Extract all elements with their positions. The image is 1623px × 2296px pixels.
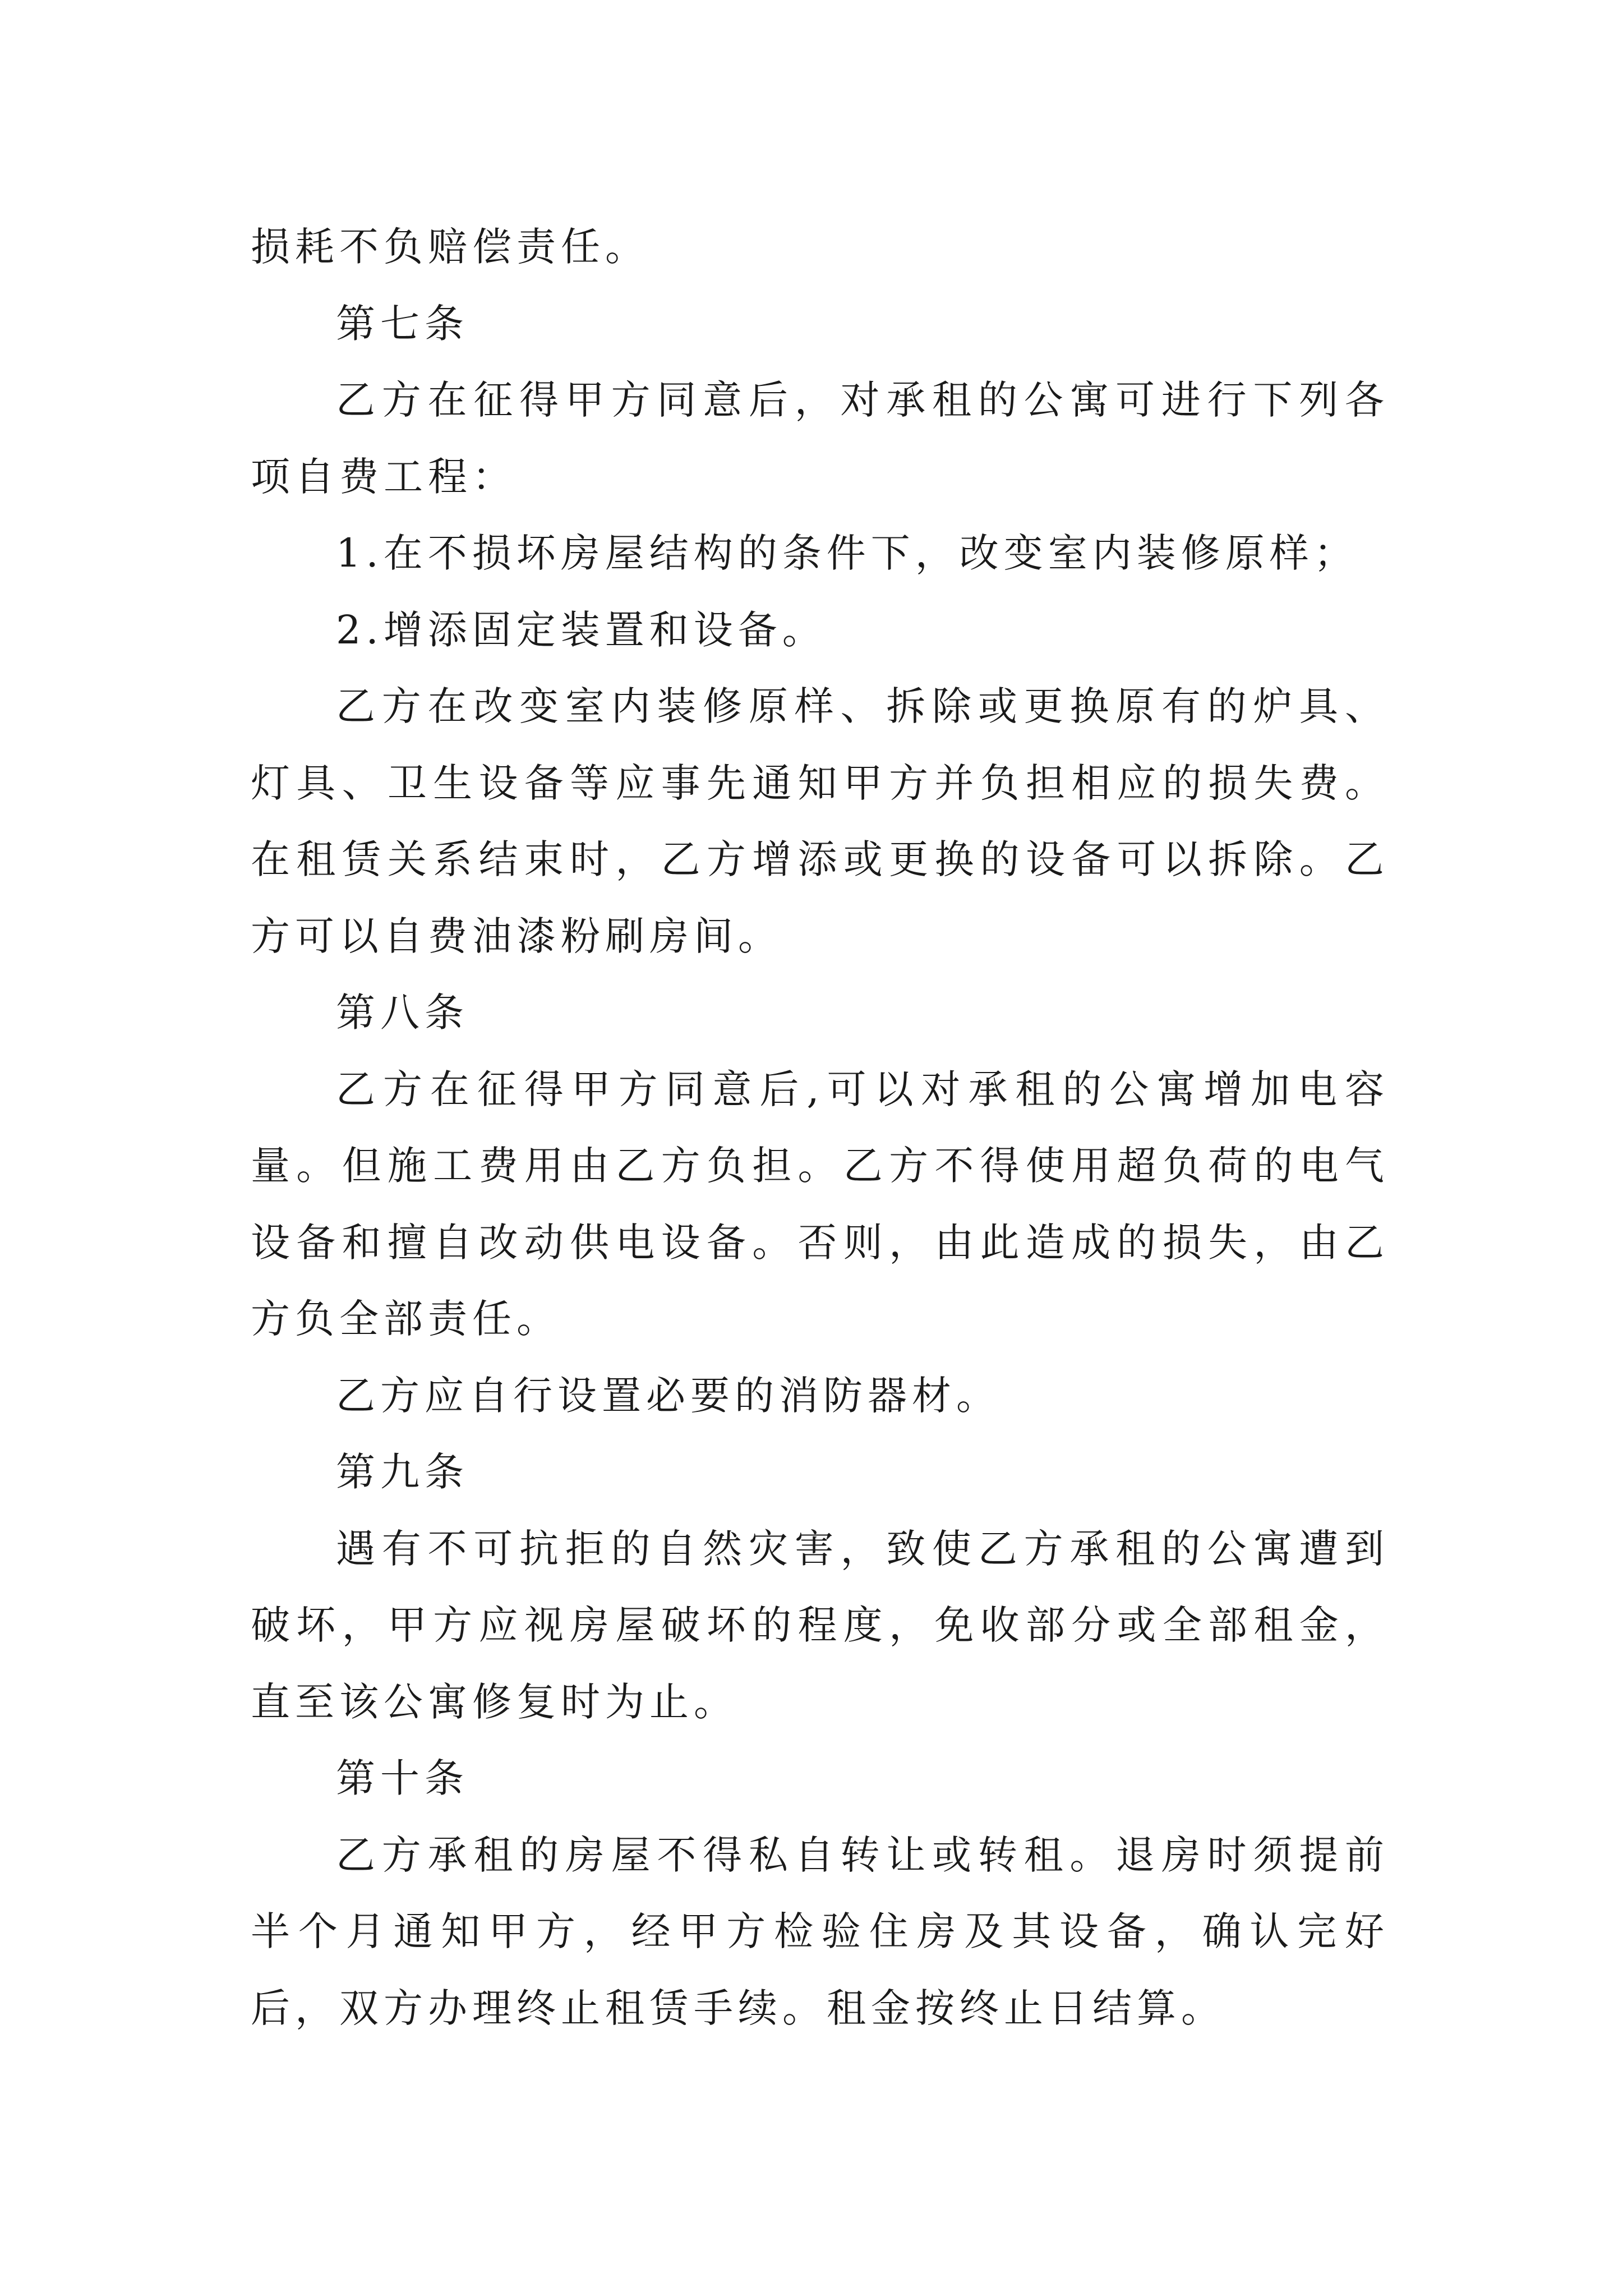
article-heading-10: 第十条 [336, 1755, 469, 1801]
document-body [251, 209, 1389, 2046]
paragraph: 乙方承租的房屋不得私自转让或转租。退房时须提前半个月通知甲方，经甲方检验住房及其设备，确认完好后，双方办理终止租赁手续。租金按终止日结算。 [251, 1832, 1389, 2031]
paragraph: 乙方在改变室内装修原样、拆除或更换原有的炉具、灯具、卫生设备等应事先通知甲方并负担相应的损失费。在租赁关系结束时，乙方增添或更换的设备可以拆除。乙方可以自费油漆粉刷房间。 [251, 683, 1389, 959]
paragraph: 乙方在征得甲方同意后,可以对承租的公寓增加电容量。但施工费用由乙方负担。乙方不得使用超负荷的电气设备和擅自改动供电设备。否则，由此造成的损失，由乙方负全部责任。 [251, 1066, 1389, 1342]
article-heading-8: 第八条 [336, 990, 469, 1036]
article-heading-7: 第七条 [336, 300, 469, 347]
article-heading-9: 第九条 [336, 1449, 469, 1495]
paragraph-continuation: 损耗不负赔偿责任。 [251, 224, 649, 270]
paragraph: 乙方应自行设置必要的消防器材。 [336, 1372, 1000, 1419]
paragraph: 乙方在征得甲方同意后，对承租的公寓可进行下列各项自费工程： [251, 377, 1389, 500]
list-item: 2.增添固定装置和设备。 [336, 606, 827, 653]
list-item: 1.在不损坏房屋结构的条件下，改变室内装修原样； [336, 530, 1358, 576]
paragraph: 遇有不可抗拒的自然灾害，致使乙方承租的公寓遭到破坏，甲方应视房屋破坏的程度，免收部分或全部租金，直至该公寓修复时为止。 [251, 1525, 1389, 1725]
